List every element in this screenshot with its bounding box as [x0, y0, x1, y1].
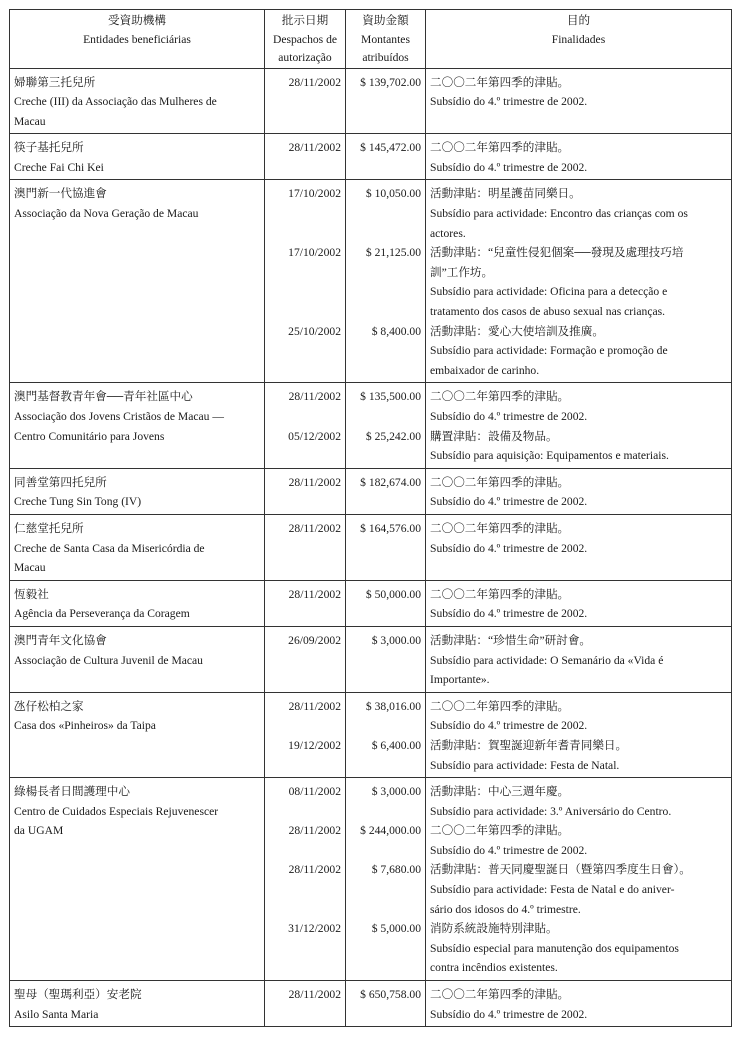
entity-name-pt: Creche Tung Sin Tong (IV): [14, 495, 142, 509]
authorization-date: 08/11/2002: [288, 785, 341, 799]
purpose-cell: [426, 692, 732, 777]
authorization-date: 05/12/2002: [288, 429, 341, 443]
purpose-line: Subsídio do 4.º trimestre de 2002.: [430, 495, 588, 509]
subsidy-amount: $ 244,000.00: [360, 824, 421, 838]
entity-name-zh: 聖母（聖瑪利亞）安老院: [14, 988, 142, 1002]
entity-name-pt: Centro Comunitário para Jovens: [14, 429, 165, 443]
entity-name-pt: Associação dos Jovens Cristãos de Macau —: [14, 410, 224, 423]
purpose-line: Subsídio do 4.º trimestre de 2002.: [430, 843, 588, 857]
subsidy-table: [9, 9, 732, 1027]
date-cell: [265, 468, 346, 514]
entity-name-zh: 氹仔松柏之家: [14, 699, 84, 713]
table-row: [10, 68, 732, 134]
purpose-line: 活動津貼：普天同慶聖誕日（暨第四季度生日會）。: [430, 863, 691, 877]
date-cell: [265, 514, 346, 580]
purpose-line: 二〇〇二年第四季的津貼。: [430, 521, 570, 535]
entity-name-zh: 澳門青年文化協會: [14, 633, 107, 647]
purpose-line: Subsídio do 4.º trimestre de 2002.: [430, 1007, 588, 1021]
entity-cell: [10, 692, 265, 777]
entity-name-pt: Associação da Nova Geração de Macau: [14, 207, 199, 221]
authorization-date: 28/11/2002: [288, 988, 341, 1002]
purpose-line: Importante».: [430, 673, 490, 687]
date-cell: [265, 981, 346, 1027]
subsidy-amount: $ 650,758.00: [360, 988, 421, 1002]
purpose-line: contra incêndios existentes.: [430, 961, 558, 975]
entity-cell: [10, 514, 265, 580]
subsidy-amount: $ 135,500.00: [360, 390, 421, 404]
table-row: [10, 778, 732, 981]
purpose-line: Subsídio para actividade: 3.º Aniversário do Centro.: [430, 804, 672, 818]
table-row: [10, 180, 732, 383]
amount-cell: [346, 468, 426, 514]
purpose-line: 消防系統設施特別津貼。: [430, 922, 558, 936]
purpose-line: Subsídio para actividade: Formação e promoção de: [430, 344, 668, 358]
subsidy-amount: $ 164,576.00: [360, 521, 421, 535]
subsidy-amount: $ 145,472.00: [360, 141, 421, 155]
entity-cell: [10, 134, 265, 180]
purpose-line: 二〇〇二年第四季的津貼。: [430, 988, 570, 1002]
entity-name-zh: 婦聯第三托兒所: [14, 75, 96, 89]
entity-name-pt: Associação de Cultura Juvenil de Macau: [14, 653, 203, 667]
subsidy-amount: $ 8,400.00: [371, 324, 421, 338]
entity-name-pt: Centro de Cuidados Especiais Rejuvenescer: [14, 804, 219, 818]
purpose-line: 活動津貼：“兒童性侵犯個案──發現及處理技巧培: [430, 246, 684, 260]
authorization-date: 17/10/2002: [288, 187, 341, 201]
date-cell: [265, 134, 346, 180]
amount-cell: [346, 778, 426, 981]
authorization-date: 28/11/2002: [288, 863, 341, 877]
entity-name-zh: 綠楊長者日間護理中心: [14, 785, 130, 799]
purpose-cell: [426, 180, 732, 383]
table-row: [10, 580, 732, 626]
amount-cell: [346, 180, 426, 383]
amount-cell: [346, 514, 426, 580]
purpose-line: 二〇〇二年第四季的津貼。: [430, 587, 570, 601]
purpose-line: 活動津貼：明星護苗同樂日。: [430, 187, 581, 201]
purpose-line: 二〇〇二年第四季的津貼。: [430, 475, 570, 489]
entity-cell: [10, 68, 265, 134]
header-row: [10, 10, 732, 69]
entity-name-pt: Creche de Santa Casa da Misericórdia de: [14, 541, 205, 555]
header-entity: 受資助機構 Entidades beneficiárias: [10, 10, 265, 69]
purpose-line: 訓”工作坊。: [430, 265, 494, 279]
subsidy-amount: $ 25,242.00: [365, 429, 421, 443]
entity-name-zh: 仁慈堂托兒所: [14, 521, 84, 535]
entity-cell: [10, 468, 265, 514]
purpose-line: 二〇〇二年第四季的津貼。: [430, 699, 570, 713]
amount-cell: [346, 580, 426, 626]
authorization-date: 28/11/2002: [288, 475, 341, 489]
subsidy-amount: $ 21,125.00: [365, 246, 421, 260]
subsidy-amount: $ 38,016.00: [365, 699, 421, 713]
purpose-line: Subsídio para actividade: Festa de Natal.: [430, 758, 620, 772]
table-row: [10, 626, 732, 692]
subsidy-amount: $ 5,000.00: [371, 922, 421, 936]
entity-name-pt: da UGAM: [14, 824, 64, 838]
purpose-cell: [426, 514, 732, 580]
purpose-line: 購置津貼：設備及物品。: [430, 429, 558, 443]
subsidy-amount: $ 139,702.00: [360, 75, 421, 89]
purpose-cell: [426, 778, 732, 981]
entity-cell: [10, 180, 265, 383]
table-row: [10, 383, 732, 468]
date-cell: [265, 383, 346, 468]
purpose-cell: [426, 68, 732, 134]
purpose-line: Subsídio para actividade: Encontro das crianças com os: [430, 207, 688, 221]
authorization-date: 25/10/2002: [288, 324, 341, 338]
entity-name-zh: 澳門新一代協進會: [14, 187, 107, 201]
table-body: [10, 68, 732, 1027]
entity-name-zh: 筷子基托兒所: [14, 141, 84, 155]
subsidy-amount: $ 7,680.00: [371, 863, 421, 877]
entity-name-pt: Asilo Santa Maria: [14, 1007, 99, 1021]
table-row: [10, 468, 732, 514]
purpose-line: 活動津貼：愛心大使培訓及推廣。: [430, 324, 604, 338]
date-cell: [265, 68, 346, 134]
authorization-date: 28/11/2002: [288, 390, 341, 404]
purpose-line: Subsídio do 4.º trimestre de 2002.: [430, 95, 588, 109]
date-cell: [265, 692, 346, 777]
amount-cell: [346, 68, 426, 134]
date-cell: [265, 180, 346, 383]
purpose-line: Subsídio especial para manutenção dos equipamentos: [430, 941, 679, 955]
table-row: [10, 514, 732, 580]
entity-name-pt: Creche (III) da Associação das Mulheres de: [14, 95, 217, 109]
purpose-line: Subsídio para actividade: Festa de Natal e do aniver-: [430, 883, 675, 897]
entity-cell: [10, 778, 265, 981]
entity-cell: [10, 981, 265, 1027]
entity-name-pt: Macau: [14, 114, 46, 128]
purpose-line: 活動津貼：賀聖誕迎新年耆青同樂日。: [430, 738, 628, 752]
header-amount: 資助金額 Montantes atribuídos: [346, 10, 426, 69]
subsidy-amount: $ 10,050.00: [365, 187, 421, 201]
authorization-date: 28/11/2002: [288, 699, 341, 713]
amount-cell: [346, 692, 426, 777]
authorization-date: 28/11/2002: [288, 75, 341, 89]
purpose-cell: [426, 580, 732, 626]
entity-name-pt: Casa dos «Pinheiros» da Taipa: [14, 719, 156, 733]
authorization-date: 28/11/2002: [288, 824, 341, 838]
purpose-line: 活動津貼：中心三週年慶。: [430, 785, 570, 799]
date-cell: [265, 778, 346, 981]
entity-cell: [10, 580, 265, 626]
entity-cell: [10, 383, 265, 468]
amount-cell: [346, 626, 426, 692]
purpose-line: tratamento dos casos de abuso sexual nas crianças.: [430, 305, 666, 319]
table-row: [10, 134, 732, 180]
purpose-cell: [426, 626, 732, 692]
entity-name-zh: 澳門基督教青年會──青年社區中心: [14, 390, 193, 404]
purpose-line: Subsídio para actividade: O Semanário da «Vida é: [430, 653, 664, 667]
purpose-line: Subsídio para actividade: Oficina para a detecção e: [430, 285, 668, 299]
header-date: 批示日期 Despachos de autorização: [265, 10, 346, 69]
purpose-line: actores.: [430, 226, 466, 240]
subsidy-amount: $ 50,000.00: [365, 587, 421, 601]
amount-cell: [346, 134, 426, 180]
purpose-line: Subsídio do 4.º trimestre de 2002.: [430, 160, 588, 174]
subsidy-amount: $ 3,000.00: [371, 633, 421, 647]
entity-name-pt: Creche Fai Chi Kei: [14, 160, 104, 174]
table-row: [10, 692, 732, 777]
date-cell: [265, 626, 346, 692]
subsidy-amount: $ 182,674.00: [360, 475, 421, 489]
entity-name-pt: Macau: [14, 561, 46, 575]
subsidy-amount: $ 3,000.00: [371, 785, 421, 799]
authorization-date: 28/11/2002: [288, 521, 341, 535]
purpose-line: embaixador de carinho.: [430, 363, 540, 377]
entity-name-pt: Agência da Perseverança da Coragem: [14, 607, 190, 621]
purpose-line: Subsídio do 4.º trimestre de 2002.: [430, 719, 588, 733]
purpose-line: sário dos idosos do 4.º trimestre.: [430, 902, 581, 916]
entity-cell: [10, 626, 265, 692]
purpose-line: 二〇〇二年第四季的津貼。: [430, 824, 570, 838]
entity-name-zh: 同善堂第四托兒所: [14, 475, 107, 489]
purpose-cell: [426, 383, 732, 468]
purpose-line: Subsídio do 4.º trimestre de 2002.: [430, 410, 588, 423]
purpose-line: 二〇〇二年第四季的津貼。: [430, 141, 570, 155]
authorization-date: 28/11/2002: [288, 587, 341, 601]
entity-name-zh: 恆毅社: [14, 587, 49, 601]
purpose-line: 二〇〇二年第四季的津貼。: [430, 75, 570, 89]
purpose-cell: [426, 468, 732, 514]
purpose-cell: [426, 981, 732, 1027]
purpose-line: Subsídio para aquisição: Equipamentos e materiais.: [430, 449, 669, 463]
authorization-date: 19/12/2002: [288, 738, 341, 752]
date-cell: [265, 580, 346, 626]
purpose-line: Subsídio do 4.º trimestre de 2002.: [430, 607, 588, 621]
authorization-date: 26/09/2002: [288, 633, 341, 647]
subsidy-amount: $ 6,400.00: [371, 738, 421, 752]
purpose-line: 活動津貼：“珍惜生命”研討會。: [430, 633, 592, 647]
amount-cell: [346, 981, 426, 1027]
authorization-date: 31/12/2002: [288, 922, 341, 936]
table-row: [10, 981, 732, 1027]
authorization-date: 28/11/2002: [288, 141, 341, 155]
purpose-line: Subsídio do 4.º trimestre de 2002.: [430, 541, 588, 555]
authorization-date: 17/10/2002: [288, 246, 341, 260]
amount-cell: [346, 383, 426, 468]
purpose-cell: [426, 134, 732, 180]
purpose-line: 二〇〇二年第四季的津貼。: [430, 390, 570, 404]
header-purpose: 目的 Finalidades: [426, 10, 732, 69]
